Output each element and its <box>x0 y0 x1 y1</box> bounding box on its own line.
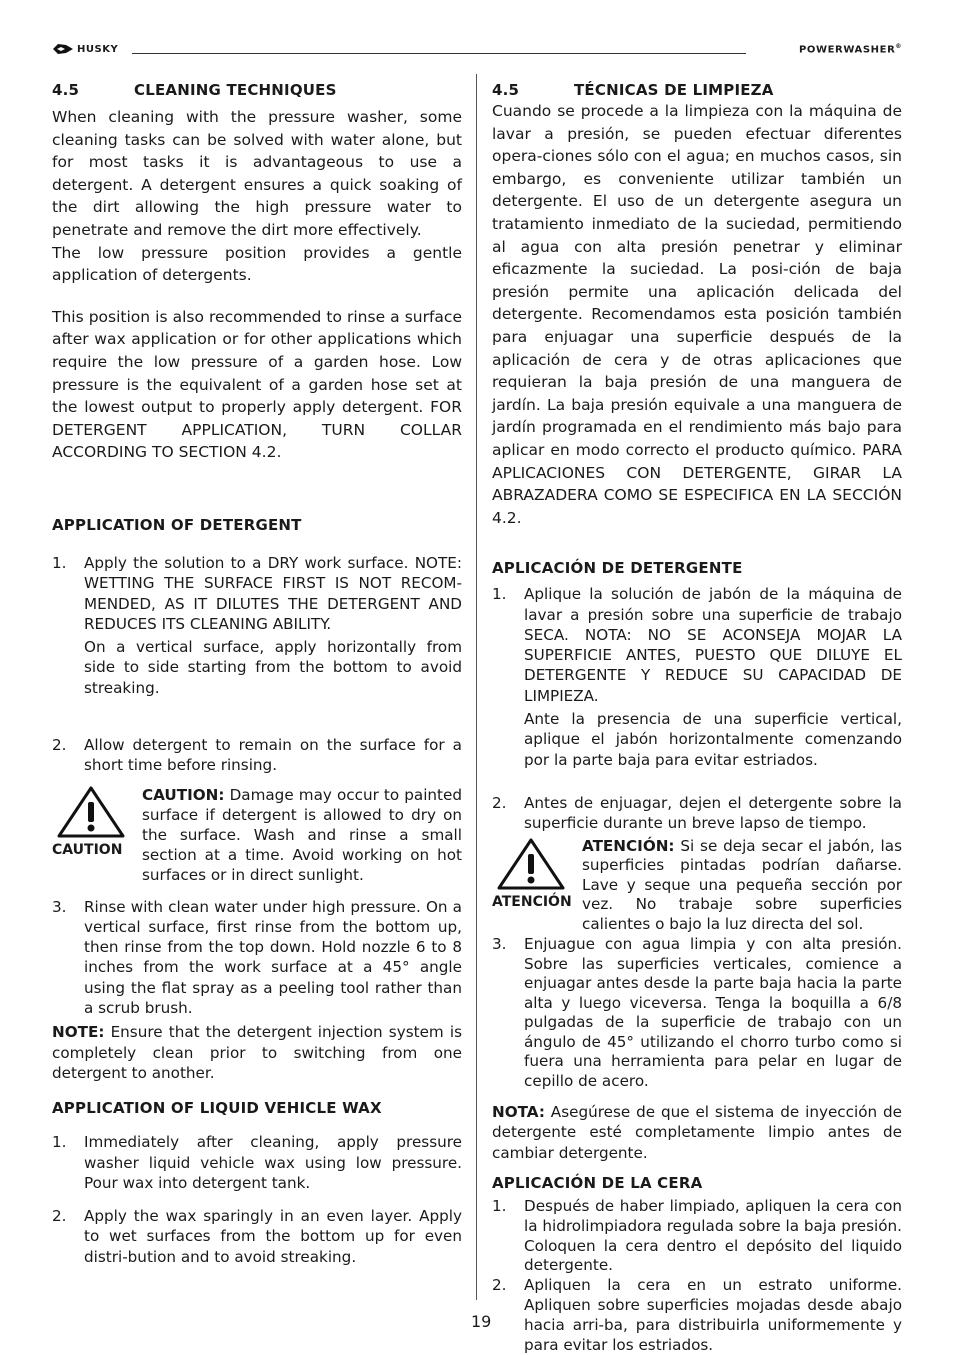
section-number: 4.5 <box>492 81 520 99</box>
list-item <box>52 735 462 776</box>
item-text: Immediately after cleaning, apply pressure washer liquid vehicle wax using low pressure. Pour wax into detergent tank. <box>84 1133 462 1192</box>
section-title: TÉCNICAS DE LIMPIEZA <box>574 81 774 99</box>
list-item <box>492 793 902 834</box>
caution-icon-group <box>492 837 582 914</box>
item-text: Apply the wax sparingly in an even layer. Apply to wet surfaces from the bottom up for even distri-bution and to avoid streaking. <box>84 1207 462 1266</box>
spanish-column <box>492 80 902 1355</box>
husky-logo <box>52 42 118 56</box>
item-text: Enjuague con agua limpia y con alta presión. Sobre las superficies verticales, comience a enjuagar antes desde la parte baja hacia la parte alta y luego viceversa. Tenga la boquilla a 6/8 pulgadas de la superficie de trabajo con un ángulo de 45° utilizando el chorro turbo como si fuera una herramienta para pelar en lugar de cepillo de acero. <box>524 935 902 1090</box>
caution-icon-group <box>52 785 142 862</box>
section-heading <box>492 80 902 100</box>
item-number: 2. <box>52 735 67 754</box>
note-paragraph <box>52 1022 462 1083</box>
caution-label: CAUTION <box>52 841 123 858</box>
page-header <box>52 40 902 60</box>
husky-dog-icon <box>52 43 74 55</box>
page-number: 19 <box>471 1312 492 1331</box>
item-text: Ante la presencia de una superficie vertical, aplique el jabón horizontalmente comenzando por la parte baja para evitar estriados. <box>524 710 902 769</box>
item-text: Después de haber limpiado, apliquen la cera con la hidrolimpiadora regulada sobre la baja presión. Coloquen la cera dentro el depósito del liquido detergente. <box>524 1196 902 1275</box>
caution-text <box>582 837 902 935</box>
intro-paragraph: When cleaning with the pressure washer, some cleaning tasks can be solved with water alone, but for most tasks it is advantageous to use a detergent. A detergent ensures a quick soaking of the dirt allowing the high pressure water to penetrate and remove the dirt more effectively. <box>52 108 462 239</box>
item-text: On a vertical surface, apply horizontally from side to side starting from the bottom to avoid streaking. <box>84 638 462 697</box>
note-body: Asegúrese de que el sistema de inyección de detergente esté completamente limpio antes de cambiar detergente. <box>492 1103 902 1162</box>
note-paragraph <box>492 1102 902 1163</box>
intro-paragraph: Cuando se procede a la limpieza con la máquina de lavar a presión, se pueden efectuar diferentes opera-ciones sólo con el agua; en muchos casos, sin embargo, es conveniente utilizar también un detergente. El uso de un detergente asegura un tratamiento inmediato de la suciedad, permitiendo al agua con alta presión penetrar y eliminar eficazmente la suciedad. La posi-ción de baja presión permite una aplicación delicada del detergente. Recomendamos esta posición también para enjuagar una superficie después de la aplicación de cera y de otras aplicaciones que requieran la baja presión de una manguera de jardín. La baja presión equivale a una manguera de jardín programada en el rendimiento más bajo para aplicar en modo correcto el producto químico. PARA APLICACIONES CON DETERGENTE, GIRAR LA ABRAZADERA COMO SE ESPECIFICA EN LA SECCIÓN 4.2. <box>492 102 902 527</box>
wax-heading: APPLICATION OF LIQUID VEHICLE WAX <box>52 1099 382 1118</box>
list-item <box>492 935 902 1091</box>
detergent-heading: APPLICATION OF DETERGENT <box>52 515 302 534</box>
caution-body: Damage may occur to painted surface if detergent is allowed to dry on the surface. Wash and rinse a small section at a time. Avoid working on hot surfaces or in direct sunlight. <box>142 785 462 884</box>
item-number: 1. <box>492 585 507 604</box>
list-item <box>52 897 462 1019</box>
item-text: Allow detergent to remain on the surface for a short time before rinsing. <box>84 735 462 775</box>
section-title: CLEANING TECHNIQUES <box>134 81 337 99</box>
intro-paragraph: The low pressure position provides a gentle application of detergents. <box>52 243 462 285</box>
header-rule <box>132 53 746 54</box>
item-number: 2. <box>492 793 507 812</box>
column-divider <box>476 74 477 1300</box>
item-text: Apliquen la cera en un estrato uniforme. Apliquen sobre superficies mojadas desde abajo hacia arri-ba, para distribuirla uniformemente y para evitar los estriados. <box>524 1276 902 1354</box>
warning-triangle-icon <box>56 785 126 839</box>
wax-heading: APLICACIÓN DE LA CERA <box>492 1173 703 1192</box>
note-body: Ensure that the detergent injection system is completely clean prior to switching from one detergent to another. <box>52 1023 462 1082</box>
list-item <box>492 1197 902 1276</box>
brand-title <box>799 43 902 55</box>
item-number: 1. <box>52 553 67 572</box>
intro-paragraph: This position is also recommended to rinse a surface after wax application or for other applications which require the low pressure of a garden hose. Low pressure is the equivalent of a garden hose set at the lowest output to properly apply detergent. FOR DETERGENT APPLICATION, TURN COLLAR ACCORDING TO SECTION 4.2. <box>52 307 462 462</box>
list-item <box>52 553 462 698</box>
section-number: 4.5 <box>52 81 80 99</box>
caution-block <box>492 837 902 935</box>
list-item <box>492 584 902 770</box>
caution-body: Si se deja secar el jabón, las superficies pintadas podrían dañarse. Lave y seque una pequeña sección por vez. No trabaje sobre superficies calientes o bajo la luz directa del sol. <box>582 836 902 933</box>
registered-mark: ® <box>895 43 902 50</box>
warning-triangle-icon <box>496 837 566 891</box>
list-item <box>492 1276 902 1355</box>
detergent-heading: APLICACIÓN DE DETERGENTE <box>492 559 743 578</box>
caution-label: ATENCIÓN <box>492 893 572 910</box>
logo-text: HUSKY <box>77 43 119 55</box>
item-number: 3. <box>492 935 507 954</box>
english-column <box>52 80 462 1267</box>
item-text: Rinse with clean water under high pressure. On a vertical surface, first rinse from the bottom up, then rinse from the top down. Hold nozzle 6 to 8 inches from the work surface at a 45° angle using the flat spray as a peeling tool rather than a scrub brush. <box>84 897 462 1018</box>
item-number: 2. <box>492 1276 507 1295</box>
note-lead: NOTE: <box>52 1023 105 1042</box>
list-item <box>52 1206 462 1267</box>
item-text: Aplique la solución de jabón de la máquina de lavar a presión sobre una superficie de trabajo SECA. NOTA: NO SE ACONSEJA MOJAR LA SUPERFICIE ANTES, PUESTO QUE DILUYE EL DETERGENTE Y REDUCE SU CAPACIDAD DE LIMPIEZA. <box>524 585 902 705</box>
caution-lead: CAUTION: <box>142 785 225 804</box>
item-number: 2. <box>52 1207 67 1226</box>
item-number: 3. <box>52 897 67 916</box>
item-text: Antes de enjuagar, dejen el detergente sobre la superficie durante un breve lapso de tiempo. <box>524 793 902 833</box>
item-number: 1. <box>492 1196 507 1215</box>
list-item <box>52 1132 462 1193</box>
note-lead: NOTA: <box>492 1103 545 1122</box>
section-heading <box>52 80 462 100</box>
caution-lead: ATENCIÓN: <box>582 836 675 855</box>
caution-text <box>142 785 462 885</box>
caution-block <box>52 785 462 885</box>
item-text: Apply the solution to a DRY work surface. NOTE: WETTING THE SURFACE FIRST IS NOT RECOM-MENDED, AS IT DILUTES THE DETERGENT AND REDUCES ITS CLEANING ABILITY. <box>84 553 462 633</box>
item-number: 1. <box>52 1133 67 1152</box>
brand-name: POWERWASHER <box>798 44 896 56</box>
